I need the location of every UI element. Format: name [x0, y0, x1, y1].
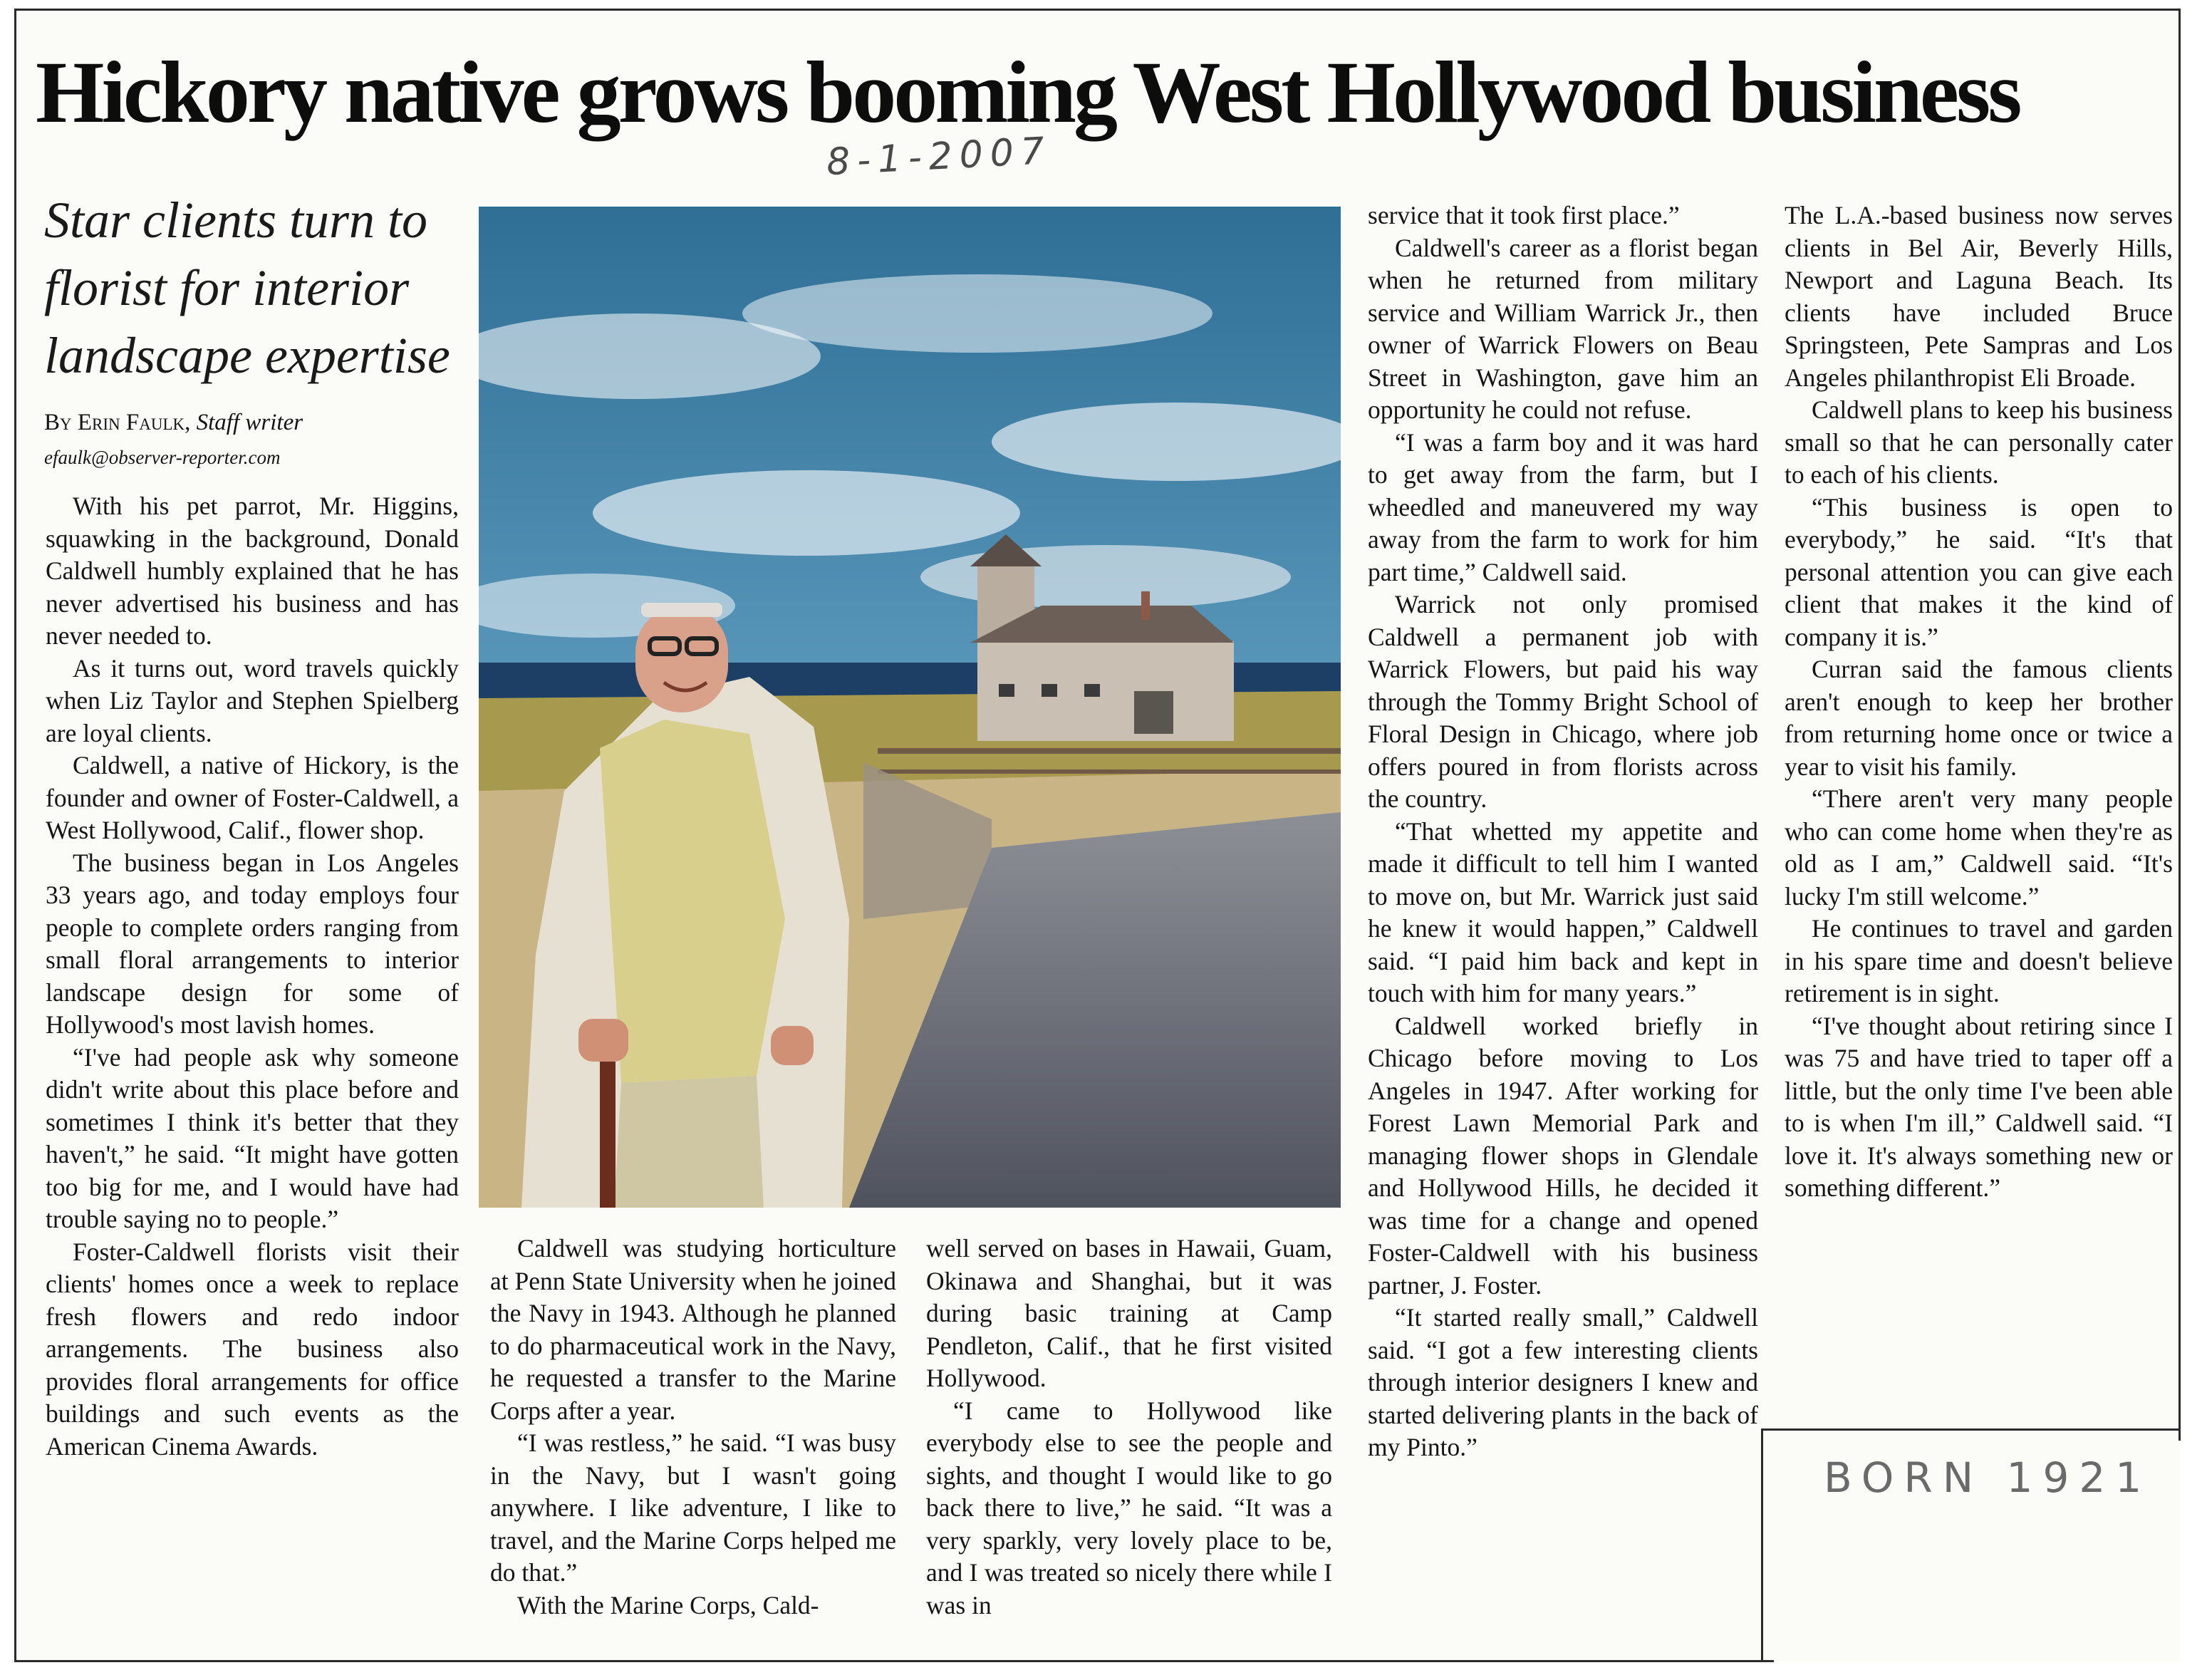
paragraph: The business began in Los Angeles 33 years ago, and today employs four people to complete orders ranging from small floral arrangements to interior landscape design for some of Hollywood's most lavish homes.: [46, 848, 459, 1039]
paragraph: well served on bases in Hawaii, Guam, Okinawa and Shanghai, but it was during basic training at Camp Pendleton, Calif., that he first visited Hollywood.: [926, 1234, 1332, 1392]
clipping-bottom-border: [14, 1660, 1774, 1662]
clipping-left-border: [14, 9, 16, 1661]
paragraph: With his pet parrot, Mr. Higgins, squawking in the background, Donald Caldwell humbly explained that he has never advertised his business and has never needed to.: [46, 492, 459, 650]
article-photo: [479, 207, 1341, 1208]
paragraph: “There aren't very many people who can come home when they're as old as I am,” Caldwell said. “It's lucky I'm still welcome.”: [1785, 784, 2173, 911]
article-column-2: [490, 1233, 896, 1622]
paragraph: Caldwell, a native of Hickory, is the founder and owner of Foster-Caldwell, a West Hollywood, Calif., flower shop.: [46, 751, 459, 844]
byline: [44, 410, 303, 436]
article-column-1: [46, 490, 459, 1463]
byline-email: efaulk@observer-reporter.com: [44, 447, 281, 468]
paragraph: “It started really small,” Caldwell said. “I got a few interesting clients through interior designers I knew and started delivering plants in the back of my Pinto.”: [1368, 1303, 1758, 1461]
paragraph: “This business is open to everybody,” he said. “It's that personal attention you can give each client that makes it the kind of company it is.”: [1785, 492, 2173, 651]
deck-subheadline: Star clients turn to florist for interior landscape expertise: [44, 192, 450, 384]
article-column-5: [1785, 199, 2173, 1205]
paragraph: He continues to travel and garden in his spare time and doesn't believe retirement is in sight.: [1785, 914, 2173, 1007]
paragraph: As it turns out, word travels quickly when Liz Taylor and Stephen Spielberg are loyal clients.: [46, 653, 459, 747]
byline-author: By Erin Faulk,: [44, 410, 191, 435]
paragraph: Caldwell plans to keep his business small so that he can personally cater to each of his clients.: [1785, 395, 2173, 489]
paragraph: Caldwell was studying horticulture at Penn State University when he joined the Navy in 1943. Although he planned to do pharmaceutical work in the Navy, he requested a transfer to the Marine Corps after a year.: [490, 1234, 896, 1425]
paragraph: “I came to Hollywood like everybody else to see the people and sights, and thought I would like to go back there to live,” he said. “It was a very sparkly, very lovely place to be, and I was treated so nicely there while I was in: [926, 1396, 1332, 1619]
handwritten-note: BORN 1921: [1824, 1453, 2152, 1502]
paragraph: The L.A.-based business now serves clients in Bel Air, Beverly Hills, Newport and Laguna Beach. Its clients have included Bruce Springsteen, Pete Sampras and Los Angeles philanthropist Eli Broade.: [1785, 201, 2173, 392]
paragraph: “I've thought about retiring since I was 75 and have tried to taper off a little, but the only time I've been able to is when I'm ill,” Caldwell said. “I love it. It's always something new or something different.”: [1785, 1011, 2173, 1202]
paragraph: “I've had people ask why someone didn't write about this place before and sometimes I think it's better that they haven't,” he said. “It might have gotten too big for me, and I would have had trouble saying no to people.”: [46, 1042, 459, 1233]
paragraph: Curran said the famous clients aren't enough to keep her brother from returning home once or twice a year to visit his family.: [1785, 655, 2173, 781]
paragraph: “I was restless,” he said. “I was busy in the Navy, but I wasn't going anywhere. I like adventure, I like to travel, and the Marine Corps helped me do that.”: [490, 1428, 896, 1587]
handwritten-date: 8-1-2007: [825, 129, 1053, 185]
paragraph: Foster-Caldwell florists visit their clients' homes once a week to replace fresh flowers and redo indoor arrangements. The business also provides floral arrangements for office buildings and such events as the American Cinema Awards.: [46, 1237, 459, 1461]
clipping-right-border: [2178, 9, 2181, 1441]
paragraph: “I was a farm boy and it was hard to get away from the farm, but I wheedled and maneuvered my way away from the farm to work for him part time,” Caldwell said.: [1368, 427, 1758, 586]
paragraph: Caldwell worked briefly in Chicago before moving to Los Angeles in 1947. After working for Forest Lawn Memorial Park and managing flower shops in Glendale and Hollywood Hills, he decided it was time for a change and opened Foster-Caldwell with his business partner, J. Foster.: [1368, 1011, 1758, 1300]
paragraph: Warrick not only promised Caldwell a permanent job with Warrick Flowers, but paid his way through the Tommy Bright School of Floral Design in Chicago, where job offers poured in from florists across the country.: [1368, 590, 1758, 813]
article-column-4: [1368, 199, 1758, 1464]
headline: Hickory native grows booming West Hollywood business: [36, 43, 2020, 141]
paragraph: Caldwell's career as a florist began when he returned from military service and William Warrick Jr., then owner of Warrick Flowers on Beau Street in Washington, gave him an opportunity he could not refuse.: [1368, 233, 1758, 424]
article-column-3: [926, 1233, 1332, 1622]
byline-role: Staff writer: [196, 410, 303, 435]
paragraph: With the Marine Corps, Cald-: [517, 1590, 819, 1619]
paragraph: “That whetted my appetite and made it difficult to tell him I wanted to move on, but Mr. Warrick just said he knew it would happen,” Caldwell said. “I paid him back and kept in touch with him for many years.”: [1368, 816, 1758, 1007]
clipping-inner-rule: [1761, 1428, 1763, 1660]
clipping-inner-rule-top: [1761, 1428, 2180, 1431]
paragraph: service that it took first place.”: [1368, 201, 1680, 229]
clipping-top-border: [14, 9, 2180, 11]
